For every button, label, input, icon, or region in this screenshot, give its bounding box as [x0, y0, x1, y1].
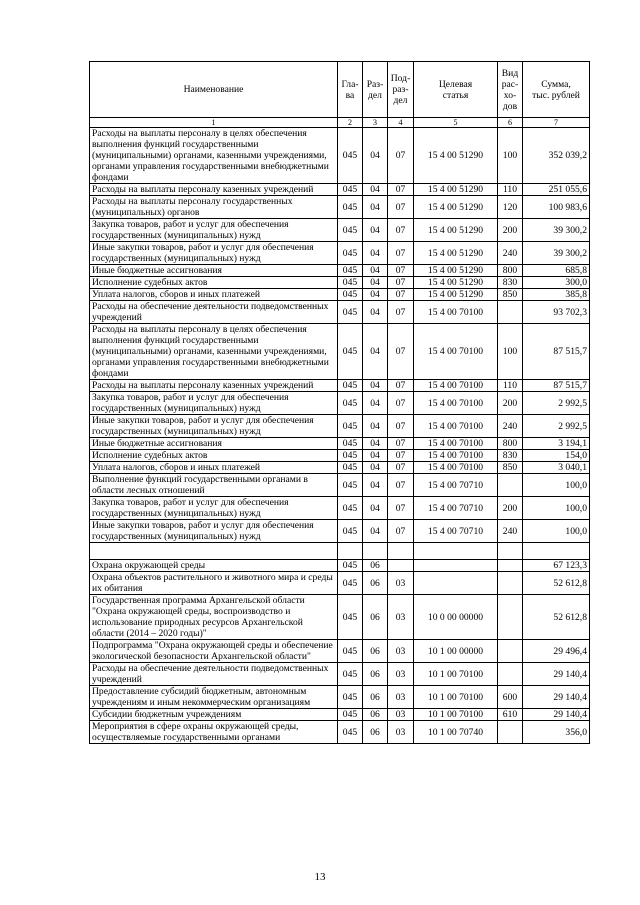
row-sum: 3 040,1: [523, 462, 590, 474]
row-name: Охрана окружающей среды: [90, 560, 338, 572]
row-razdel: 04: [363, 474, 388, 497]
row-sum: 2 992,5: [523, 392, 590, 415]
row-razdel: 06: [363, 595, 388, 640]
row-name: Закупка товаров, работ и услуг для обеспечения государственных (муниципальных) нужд: [90, 497, 338, 520]
row-glava: 045: [338, 450, 363, 462]
column-number: 6: [498, 118, 523, 128]
column-number: 4: [388, 118, 414, 128]
row-podrazdel: 07: [388, 474, 414, 497]
row-podrazdel: 07: [388, 380, 414, 392]
row-glava: 045: [338, 572, 363, 595]
row-glava: 045: [338, 520, 363, 543]
row-vid: [498, 640, 523, 663]
row-name: Уплата налогов, сборов и иных платежей: [90, 462, 338, 474]
row-razdel: 04: [363, 196, 388, 219]
row-name: Исполнение судебных актов: [90, 450, 338, 462]
row-glava: 045: [338, 301, 363, 324]
row-razdel: 06: [363, 560, 388, 572]
column-number: 2: [338, 118, 363, 128]
row-glava: 045: [338, 324, 363, 380]
row-target: [414, 543, 498, 560]
row-glava: 045: [338, 663, 363, 686]
row-razdel: 04: [363, 462, 388, 474]
row-sum: 100,0: [523, 520, 590, 543]
row-razdel: 06: [363, 572, 388, 595]
row-podrazdel: 03: [388, 709, 414, 721]
row-target: 10 1 00 70100: [414, 686, 498, 709]
row-name: Расходы на выплаты персоналу государственных (муниципальных) органов: [90, 196, 338, 219]
row-sum: 29 140,4: [523, 686, 590, 709]
page-number: 13: [314, 871, 326, 883]
row-podrazdel: 07: [388, 301, 414, 324]
table-row: [90, 543, 590, 560]
table-row: [90, 450, 590, 462]
row-target: 15 4 00 70100: [414, 380, 498, 392]
row-target: [414, 572, 498, 595]
row-glava: 045: [338, 474, 363, 497]
row-vid: 200: [498, 219, 523, 242]
row-sum: [523, 543, 590, 560]
table-row: [90, 301, 590, 324]
row-podrazdel: 07: [388, 277, 414, 289]
row-glava: 045: [338, 438, 363, 450]
table-row: [90, 392, 590, 415]
row-sum: 100 983,6: [523, 196, 590, 219]
row-podrazdel: 07: [388, 242, 414, 265]
row-glava: 045: [338, 277, 363, 289]
row-sum: 29 496,4: [523, 640, 590, 663]
row-target: 15 4 00 51290: [414, 219, 498, 242]
row-vid: 110: [498, 380, 523, 392]
row-glava: 045: [338, 219, 363, 242]
header-row: [90, 62, 590, 118]
row-name: Иные закупки товаров, работ и услуг для обеспечения государственных (муниципальных) нужд: [90, 242, 338, 265]
row-vid: 800: [498, 438, 523, 450]
row-razdel: 06: [363, 709, 388, 721]
row-glava: 045: [338, 595, 363, 640]
column-number: 1: [90, 118, 338, 128]
row-podrazdel: 03: [388, 686, 414, 709]
row-podrazdel: 03: [388, 572, 414, 595]
row-razdel: 04: [363, 450, 388, 462]
row-razdel: 04: [363, 392, 388, 415]
row-razdel: 06: [363, 721, 388, 744]
row-razdel: 06: [363, 686, 388, 709]
row-razdel: 04: [363, 438, 388, 450]
row-sum: 385,8: [523, 289, 590, 301]
row-target: 15 4 00 51290: [414, 289, 498, 301]
row-name: Субсидии бюджетным учреждениям: [90, 709, 338, 721]
row-vid: 100: [498, 128, 523, 184]
row-glava: 045: [338, 380, 363, 392]
column-number: 7: [523, 118, 590, 128]
row-glava: 045: [338, 686, 363, 709]
row-podrazdel: 03: [388, 721, 414, 744]
row-name: Уплата налогов, сборов и иных платежей: [90, 289, 338, 301]
row-target: 10 1 00 00000: [414, 640, 498, 663]
table-row: [90, 640, 590, 663]
row-name: Расходы на выплаты персоналу казенных учреждений: [90, 380, 338, 392]
row-podrazdel: 03: [388, 663, 414, 686]
row-target: 15 4 00 70710: [414, 520, 498, 543]
table-row: [90, 265, 590, 277]
row-target: 15 4 00 51290: [414, 196, 498, 219]
row-name: Расходы на выплаты персоналу казенных учреждений: [90, 184, 338, 196]
row-glava: 045: [338, 289, 363, 301]
row-sum: 52 612,8: [523, 572, 590, 595]
row-sum: 67 123,3: [523, 560, 590, 572]
row-sum: 93 702,3: [523, 301, 590, 324]
row-sum: 29 140,4: [523, 709, 590, 721]
row-razdel: 04: [363, 497, 388, 520]
row-name: Иные бюджетные ассигнования: [90, 438, 338, 450]
header-vid: Вид рас- хо- дов: [498, 62, 523, 118]
row-target: 15 4 00 51290: [414, 265, 498, 277]
row-name: Государственная программа Архангельской области "Охрана окружающей среды, воспроизводство и использование природных ресурсов Архангельской области (2014 – 2020 годы)": [90, 595, 338, 640]
row-vid: 240: [498, 520, 523, 543]
table-row: [90, 438, 590, 450]
header-glava: Гла- ва: [338, 62, 363, 118]
row-razdel: 06: [363, 663, 388, 686]
row-sum: 100,0: [523, 497, 590, 520]
row-name: Закупка товаров, работ и услуг для обеспечения государственных (муниципальных) нужд: [90, 219, 338, 242]
row-target: 10 1 00 70100: [414, 709, 498, 721]
row-podrazdel: 07: [388, 219, 414, 242]
row-name: Расходы на обеспечение деятельности подведомственных учреждений: [90, 663, 338, 686]
row-name: Исполнение судебных актов: [90, 277, 338, 289]
row-target: 15 4 00 70100: [414, 450, 498, 462]
row-sum: 356,0: [523, 721, 590, 744]
row-glava: 045: [338, 242, 363, 265]
row-sum: 352 039,2: [523, 128, 590, 184]
table-row: [90, 520, 590, 543]
row-sum: 3 194,1: [523, 438, 590, 450]
row-target: 15 4 00 70710: [414, 474, 498, 497]
table-row: [90, 380, 590, 392]
row-vid: [498, 572, 523, 595]
row-glava: 045: [338, 640, 363, 663]
row-podrazdel: 07: [388, 392, 414, 415]
header-target: Целевая статья: [414, 62, 498, 118]
table-row: [90, 497, 590, 520]
row-vid: 200: [498, 497, 523, 520]
column-number-row: [90, 118, 590, 128]
row-vid: [498, 474, 523, 497]
row-name: Иные закупки товаров, работ и услуг для обеспечения государственных (муниципальных) нужд: [90, 520, 338, 543]
table-row: [90, 595, 590, 640]
row-vid: 200: [498, 392, 523, 415]
row-glava: 045: [338, 462, 363, 474]
row-name: Предоставление субсидий бюджетным, автономным учреждениям и иным некоммерческим организациям: [90, 686, 338, 709]
row-razdel: 04: [363, 128, 388, 184]
row-name: Мероприятия в сфере охраны окружающей среды, осуществляемые государственными органами: [90, 721, 338, 744]
table-row: [90, 462, 590, 474]
row-podrazdel: [388, 543, 414, 560]
row-vid: [498, 560, 523, 572]
row-target: 15 4 00 70100: [414, 324, 498, 380]
row-glava: 045: [338, 709, 363, 721]
column-number: 3: [363, 118, 388, 128]
row-vid: 800: [498, 265, 523, 277]
row-podrazdel: 07: [388, 462, 414, 474]
row-name: Иные закупки товаров, работ и услуг для обеспечения государственных (муниципальных) нужд: [90, 415, 338, 438]
row-sum: 87 515,7: [523, 324, 590, 380]
row-name: Расходы на выплаты персоналу в целях обеспечения выполнения функций государственными (муниципальными) органами, казенными учреждениями, органами управления государственными внебюджетными фондами: [90, 324, 338, 380]
row-podrazdel: 07: [388, 520, 414, 543]
table-row: [90, 242, 590, 265]
row-razdel: 06: [363, 640, 388, 663]
table-row: [90, 219, 590, 242]
row-sum: 251 055,6: [523, 184, 590, 196]
row-target: 10 1 00 70740: [414, 721, 498, 744]
row-podrazdel: 03: [388, 640, 414, 663]
row-target: 15 4 00 51290: [414, 184, 498, 196]
row-target: 15 4 00 70710: [414, 497, 498, 520]
table-row: [90, 289, 590, 301]
row-name: Подпрограмма "Охрана окружающей среды и обеспечение экологической безопасности Архангельской области": [90, 640, 338, 663]
row-podrazdel: [388, 560, 414, 572]
row-razdel: 04: [363, 380, 388, 392]
row-podrazdel: 07: [388, 450, 414, 462]
table-row: [90, 560, 590, 572]
row-razdel: 04: [363, 520, 388, 543]
row-name: Выполнение функций государственными органами в области лесных отношений: [90, 474, 338, 497]
row-sum: 52 612,8: [523, 595, 590, 640]
row-podrazdel: 07: [388, 128, 414, 184]
row-podrazdel: 07: [388, 196, 414, 219]
row-vid: 600: [498, 686, 523, 709]
row-target: 15 4 00 51290: [414, 277, 498, 289]
row-glava: 045: [338, 560, 363, 572]
row-target: 15 4 00 70100: [414, 415, 498, 438]
row-vid: 610: [498, 709, 523, 721]
row-sum: 685,8: [523, 265, 590, 277]
row-vid: [498, 595, 523, 640]
row-name: Охрана объектов растительного и животного мира и среды их обитания: [90, 572, 338, 595]
row-vid: 110: [498, 184, 523, 196]
row-glava: 045: [338, 196, 363, 219]
row-vid: 830: [498, 277, 523, 289]
header-sum: Сумма, тыс. рублей: [523, 62, 590, 118]
row-glava: 045: [338, 721, 363, 744]
row-vid: 100: [498, 324, 523, 380]
row-target: 15 4 00 51290: [414, 128, 498, 184]
row-razdel: 04: [363, 324, 388, 380]
table-row: [90, 196, 590, 219]
row-razdel: 04: [363, 289, 388, 301]
row-podrazdel: 07: [388, 415, 414, 438]
row-vid: 240: [498, 242, 523, 265]
row-glava: [338, 543, 363, 560]
table-row: [90, 277, 590, 289]
row-target: 10 0 00 00000: [414, 595, 498, 640]
row-name: Расходы на обеспечение деятельности подведомственных учреждений: [90, 301, 338, 324]
row-razdel: 04: [363, 219, 388, 242]
row-sum: 300,0: [523, 277, 590, 289]
table-row: [90, 663, 590, 686]
header-podrazdel: Под- раз- дел: [388, 62, 414, 118]
row-target: 15 4 00 70100: [414, 438, 498, 450]
row-podrazdel: 03: [388, 595, 414, 640]
row-sum: 2 992,5: [523, 415, 590, 438]
row-vid: 120: [498, 196, 523, 219]
row-name: Расходы на выплаты персоналу в целях обеспечения выполнения функций государственными (муниципальными) органами, казенными учреждениями, органами управления государственными внебюджетными фондами: [90, 128, 338, 184]
row-podrazdel: 07: [388, 324, 414, 380]
row-sum: 87 515,7: [523, 380, 590, 392]
row-vid: 850: [498, 289, 523, 301]
table-row: [90, 415, 590, 438]
row-vid: [498, 301, 523, 324]
row-razdel: 04: [363, 301, 388, 324]
row-sum: 154,0: [523, 450, 590, 462]
row-target: 15 4 00 70100: [414, 462, 498, 474]
row-vid: [498, 663, 523, 686]
row-target: 15 4 00 51290: [414, 242, 498, 265]
row-glava: 045: [338, 392, 363, 415]
row-podrazdel: 07: [388, 265, 414, 277]
row-razdel: 04: [363, 184, 388, 196]
table-row: [90, 128, 590, 184]
row-sum: 29 140,4: [523, 663, 590, 686]
table-row: [90, 474, 590, 497]
header-razdel: Раз- дел: [363, 62, 388, 118]
row-target: [414, 560, 498, 572]
row-razdel: 04: [363, 415, 388, 438]
table-row: [90, 686, 590, 709]
budget-table: [89, 61, 590, 744]
row-razdel: 04: [363, 242, 388, 265]
row-name: [90, 543, 338, 560]
row-glava: 045: [338, 128, 363, 184]
row-target: 15 4 00 70100: [414, 301, 498, 324]
row-vid: [498, 721, 523, 744]
row-podrazdel: 07: [388, 289, 414, 301]
row-glava: 045: [338, 497, 363, 520]
row-target: 10 1 00 70100: [414, 663, 498, 686]
row-razdel: 04: [363, 265, 388, 277]
row-name: Закупка товаров, работ и услуг для обеспечения государственных (муниципальных) нужд: [90, 392, 338, 415]
table-row: [90, 324, 590, 380]
row-vid: [498, 543, 523, 560]
table-row: [90, 709, 590, 721]
row-sum: 39 300,2: [523, 242, 590, 265]
row-vid: 240: [498, 415, 523, 438]
column-number: 5: [414, 118, 498, 128]
row-razdel: 04: [363, 277, 388, 289]
row-vid: 850: [498, 462, 523, 474]
table-row: [90, 721, 590, 744]
row-glava: 045: [338, 184, 363, 196]
row-sum: 39 300,2: [523, 219, 590, 242]
row-razdel: [363, 543, 388, 560]
header-name: Наименование: [90, 62, 338, 118]
row-vid: 830: [498, 450, 523, 462]
row-podrazdel: 07: [388, 497, 414, 520]
table-body: [90, 128, 590, 744]
row-name: Иные бюджетные ассигнования: [90, 265, 338, 277]
table-row: [90, 572, 590, 595]
row-glava: 045: [338, 415, 363, 438]
table-row: [90, 184, 590, 196]
row-sum: 100,0: [523, 474, 590, 497]
row-glava: 045: [338, 265, 363, 277]
row-podrazdel: 07: [388, 184, 414, 196]
row-podrazdel: 07: [388, 438, 414, 450]
row-target: 15 4 00 70100: [414, 392, 498, 415]
